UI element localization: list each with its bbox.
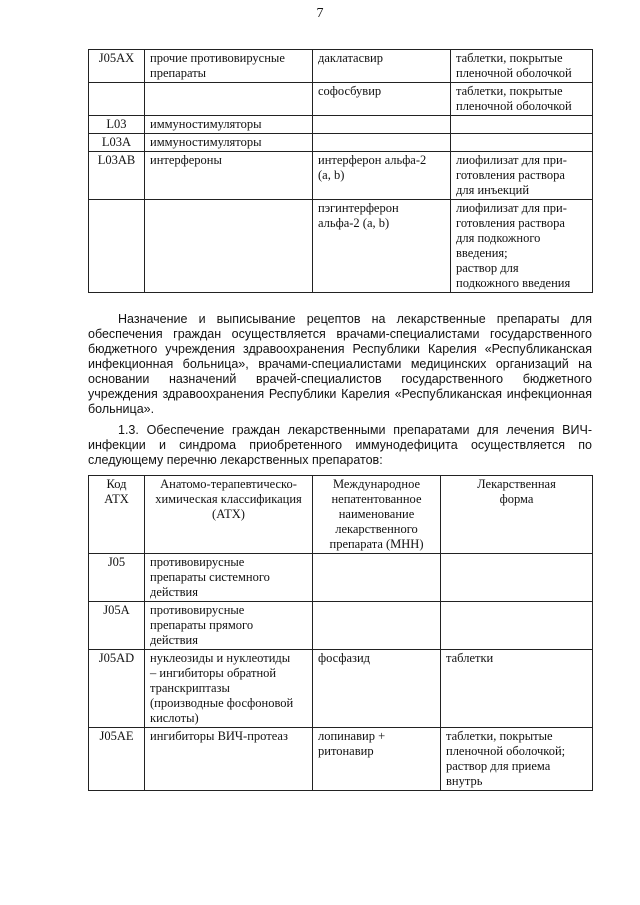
classification-cell bbox=[145, 200, 313, 293]
table-row bbox=[89, 83, 593, 116]
table-row bbox=[89, 152, 593, 200]
atx-code-cell: L03 bbox=[89, 116, 145, 134]
hiv-drug-table bbox=[88, 475, 593, 791]
inn-cell: фосфазид bbox=[313, 650, 441, 728]
classification-cell: иммуностимуляторы bbox=[145, 134, 313, 152]
form-cell: лиофилизат для при- готовления раствора для подкожного введения; раствор для подкожного введения bbox=[451, 200, 593, 293]
table-row bbox=[89, 602, 593, 650]
form-cell: таблетки, покрытые пленочной оболочкой bbox=[451, 83, 593, 116]
table-row bbox=[89, 728, 593, 791]
atx-code-cell: J05AD bbox=[89, 650, 145, 728]
atx-code-cell: J05 bbox=[89, 554, 145, 602]
atx-code-cell: L03A bbox=[89, 134, 145, 152]
table-row bbox=[89, 50, 593, 83]
atx-code-cell: J05AX bbox=[89, 50, 145, 83]
classification-cell: иммуностимуляторы bbox=[145, 116, 313, 134]
inn-cell bbox=[313, 602, 441, 650]
form-cell: лиофилизат для при- готовления раствора для инъекций bbox=[451, 152, 593, 200]
classification-cell: ингибиторы ВИЧ-протеаз bbox=[145, 728, 313, 791]
inn-cell: пэгинтерферон альфа-2 (a, b) bbox=[313, 200, 451, 293]
classification-cell: интерфероны bbox=[145, 152, 313, 200]
form-cell: таблетки, покрытые пленочной оболочкой; раствор для приема внутрь bbox=[441, 728, 593, 791]
form-cell bbox=[441, 602, 593, 650]
inn-cell: софосбувир bbox=[313, 83, 451, 116]
classification-cell: нуклеозиды и нуклеотиды – ингибиторы обратной транскриптазы (производные фосфоновой кислоты) bbox=[145, 650, 313, 728]
table-row bbox=[89, 650, 593, 728]
page-number: 7 bbox=[316, 6, 324, 21]
table-row bbox=[89, 116, 593, 134]
atx-code-cell: J05AE bbox=[89, 728, 145, 791]
table-row bbox=[89, 554, 593, 602]
table-row bbox=[89, 200, 593, 293]
drug-table-continued bbox=[88, 49, 593, 293]
header-atx-code: Код АТХ bbox=[89, 476, 145, 554]
form-cell bbox=[441, 554, 593, 602]
inn-cell bbox=[313, 116, 451, 134]
classification-cell: противовирусные препараты прямого действия bbox=[145, 602, 313, 650]
header-dosage-form: Лекарственная форма bbox=[441, 476, 593, 554]
atx-code-cell bbox=[89, 200, 145, 293]
table-header-row bbox=[89, 476, 593, 554]
inn-cell bbox=[313, 554, 441, 602]
header-classification: Анатомо-терапевтическо- химическая классификация (АТХ) bbox=[145, 476, 313, 554]
classification-cell bbox=[145, 83, 313, 116]
prescription-paragraph: Назначение и выписывание рецептов на лекарственные препараты для обеспечения граждан осуществляется врачами-специалистами государственного бюджетного учреждения здравоохранения Республики Карелия «Республиканская инфекционная больница», врачами-специалистами медицинских организаций на основании назначений врачей-специалистов государственного бюджетного учреждения здравоохранения Республики Карелия «Республиканская инфекционная больница». bbox=[88, 312, 592, 416]
inn-cell bbox=[313, 134, 451, 152]
atx-code-cell bbox=[89, 83, 145, 116]
hiv-provision-paragraph: 1.3. Обеспечение граждан лекарственными препаратами для лечения ВИЧ-инфекции и синдрома приобретенного иммунодефицита осуществляется по следующему перечню лекарственных препаратов: bbox=[88, 423, 592, 467]
inn-cell: даклатасвир bbox=[313, 50, 451, 83]
table-row bbox=[89, 134, 593, 152]
form-cell: таблетки, покрытые пленочной оболочкой bbox=[451, 50, 593, 83]
inn-cell: лопинавир + ритонавир bbox=[313, 728, 441, 791]
form-cell bbox=[451, 116, 593, 134]
classification-cell: прочие противовирусные препараты bbox=[145, 50, 313, 83]
form-cell: таблетки bbox=[441, 650, 593, 728]
atx-code-cell: L03AB bbox=[89, 152, 145, 200]
inn-cell: интерферон альфа-2 (a, b) bbox=[313, 152, 451, 200]
form-cell bbox=[451, 134, 593, 152]
classification-cell: противовирусные препараты системного действия bbox=[145, 554, 313, 602]
atx-code-cell: J05A bbox=[89, 602, 145, 650]
header-inn: Международное непатентованное наименование лекарственного препарата (МНН) bbox=[313, 476, 441, 554]
